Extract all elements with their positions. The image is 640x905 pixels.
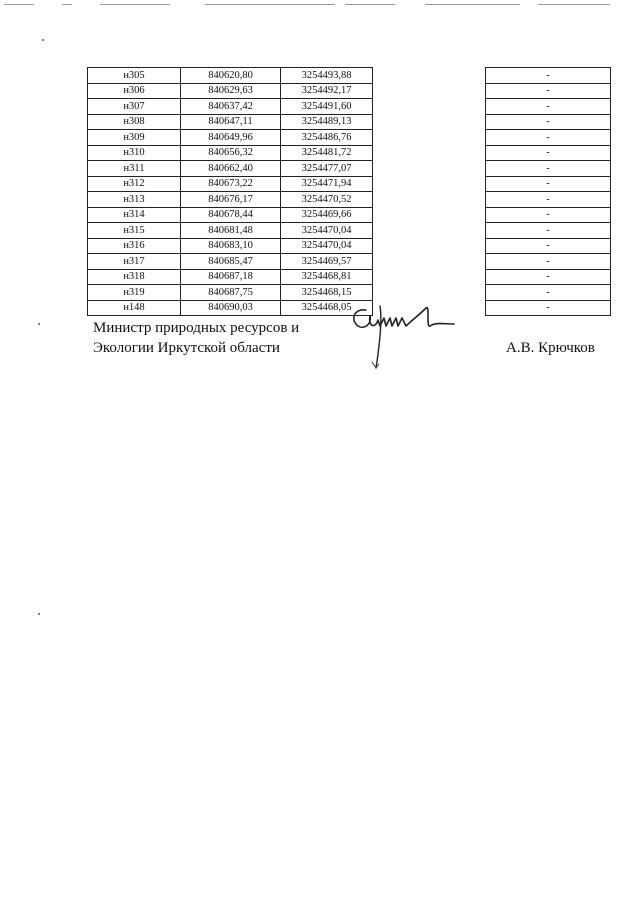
empty-cell: [373, 161, 486, 177]
x-coordinate-cell: 840681,48: [181, 223, 281, 239]
y-coordinate-cell: 3254492,17: [281, 83, 373, 99]
point-id-cell: н309: [88, 130, 181, 146]
note-cell: -: [486, 83, 611, 99]
coordinates-table-body: [88, 68, 611, 316]
table-row: [88, 238, 611, 254]
x-coordinate-cell: 840620,80: [181, 68, 281, 84]
table-row: [88, 161, 611, 177]
x-coordinate-cell: 840649,96: [181, 130, 281, 146]
note-cell: -: [486, 207, 611, 223]
note-cell: -: [486, 269, 611, 285]
note-cell: -: [486, 114, 611, 130]
y-coordinate-cell: 3254471,94: [281, 176, 373, 192]
table-row: [88, 83, 611, 99]
empty-cell: [373, 145, 486, 161]
y-coordinate-cell: 3254477,07: [281, 161, 373, 177]
y-coordinate-cell: 3254468,81: [281, 269, 373, 285]
table-row: [88, 68, 611, 84]
signatory-title-line-1: Министр природных ресурсов и: [93, 320, 300, 336]
note-cell: -: [486, 68, 611, 84]
scan-speck: [42, 39, 44, 41]
table-row: [88, 145, 611, 161]
scan-speck: [38, 613, 40, 615]
y-coordinate-cell: 3254469,57: [281, 254, 373, 270]
note-cell: -: [486, 223, 611, 239]
note-cell: -: [486, 130, 611, 146]
x-coordinate-cell: 840687,75: [181, 285, 281, 301]
y-coordinate-cell: 3254470,04: [281, 223, 373, 239]
x-coordinate-cell: 840676,17: [181, 192, 281, 208]
x-coordinate-cell: 840647,11: [181, 114, 281, 130]
note-cell: -: [486, 285, 611, 301]
x-coordinate-cell: 840678,44: [181, 207, 281, 223]
point-id-cell: н313: [88, 192, 181, 208]
y-coordinate-cell: 3254486,76: [281, 130, 373, 146]
point-id-cell: н318: [88, 269, 181, 285]
x-coordinate-cell: 840685,47: [181, 254, 281, 270]
point-id-cell: н316: [88, 238, 181, 254]
x-coordinate-cell: 840662,40: [181, 161, 281, 177]
y-coordinate-cell: 3254470,52: [281, 192, 373, 208]
empty-cell: [373, 223, 486, 239]
point-id-cell: н312: [88, 176, 181, 192]
y-coordinate-cell: 3254493,88: [281, 68, 373, 84]
point-id-cell: н148: [88, 300, 181, 316]
empty-cell: [373, 114, 486, 130]
empty-cell: [373, 176, 486, 192]
empty-cell: [373, 207, 486, 223]
note-cell: -: [486, 300, 611, 316]
signatory-name: А.В. Крючков: [506, 340, 595, 356]
note-cell: -: [486, 161, 611, 177]
y-coordinate-cell: 3254470,04: [281, 238, 373, 254]
table-row: [88, 99, 611, 115]
point-id-cell: н311: [88, 161, 181, 177]
point-id-cell: н310: [88, 145, 181, 161]
x-coordinate-cell: 840629,63: [181, 83, 281, 99]
empty-cell: [373, 99, 486, 115]
table-row: [88, 130, 611, 146]
y-coordinate-cell: 3254469,66: [281, 207, 373, 223]
x-coordinate-cell: 840656,32: [181, 145, 281, 161]
note-cell: -: [486, 99, 611, 115]
x-coordinate-cell: 840683,10: [181, 238, 281, 254]
empty-cell: [373, 269, 486, 285]
empty-cell: [373, 68, 486, 84]
signatory-title-line-2: Экологии Иркутской области: [93, 340, 280, 356]
point-id-cell: н307: [88, 99, 181, 115]
point-id-cell: н319: [88, 285, 181, 301]
handwritten-signature: [346, 298, 466, 376]
empty-cell: [373, 254, 486, 270]
point-id-cell: н317: [88, 254, 181, 270]
table-row: [88, 176, 611, 192]
x-coordinate-cell: 840690,03: [181, 300, 281, 316]
empty-cell: [373, 192, 486, 208]
note-cell: -: [486, 254, 611, 270]
table-row: [88, 254, 611, 270]
note-cell: -: [486, 176, 611, 192]
table-row: [88, 192, 611, 208]
point-id-cell: н315: [88, 223, 181, 239]
scan-speck: [38, 323, 40, 325]
coordinates-table: [87, 67, 611, 316]
x-coordinate-cell: 840687,18: [181, 269, 281, 285]
table-row: [88, 207, 611, 223]
x-coordinate-cell: 840673,22: [181, 176, 281, 192]
x-coordinate-cell: 840637,42: [181, 99, 281, 115]
empty-cell: [373, 83, 486, 99]
table-row: [88, 223, 611, 239]
point-id-cell: н308: [88, 114, 181, 130]
y-coordinate-cell: 3254491,60: [281, 99, 373, 115]
signatory-title: [93, 318, 299, 358]
note-cell: -: [486, 238, 611, 254]
y-coordinate-cell: 3254489,13: [281, 114, 373, 130]
note-cell: -: [486, 145, 611, 161]
point-id-cell: н305: [88, 68, 181, 84]
table-row: [88, 269, 611, 285]
scan-edge-artifact: [0, 4, 640, 8]
point-id-cell: н306: [88, 83, 181, 99]
empty-cell: [373, 238, 486, 254]
y-coordinate-cell: 3254481,72: [281, 145, 373, 161]
table-row: [88, 114, 611, 130]
point-id-cell: н314: [88, 207, 181, 223]
y-coordinate-cell: 3254468,15: [281, 285, 373, 301]
note-cell: -: [486, 192, 611, 208]
empty-cell: [373, 130, 486, 146]
y-coordinate-cell: 3254468,05: [281, 300, 373, 316]
